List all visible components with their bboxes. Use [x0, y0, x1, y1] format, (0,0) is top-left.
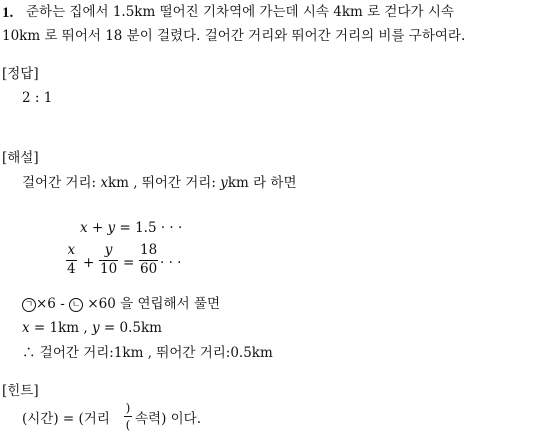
problem-text-line2: 10km 로 뛰어서 18 분이 걸렸다. 걸어간 거리와 뛰어간 거리의 비를 구하여라.: [2, 28, 466, 44]
hint-frac-top: ): [125, 401, 131, 415]
result-x: x: [22, 320, 30, 336]
intro-text-2: km , 뛰어간 거리:: [107, 175, 221, 191]
hint-right: 속력) 이다.: [135, 411, 202, 427]
hint-header: [힌트]: [2, 383, 39, 399]
solution-conclusion: ∴ 걸어간 거리:1km , 뛰어간 거리:0.5km: [22, 345, 273, 361]
result-text-2: = 0.5km: [99, 320, 162, 336]
solving-step: [22, 298, 220, 312]
frac3-den: 60: [140, 260, 158, 277]
intro-text-1: 걸어간 거리:: [22, 175, 101, 191]
fraction-18-over-60: [139, 244, 158, 276]
problem-number: 1.: [2, 5, 14, 21]
eq1-x: x: [80, 220, 88, 236]
eq2-dots: · · ·: [160, 255, 182, 271]
var-y: y: [220, 175, 228, 191]
step-text-2: ×60 을 연립해서 풀면: [83, 296, 220, 312]
result-text-1: = 1km ,: [29, 320, 92, 336]
eq2-plus: +: [83, 255, 95, 271]
hint-frac-bottom: (: [125, 418, 131, 432]
result-y: y: [91, 320, 100, 336]
frac2-den: 10: [100, 260, 118, 277]
solution-result: [22, 322, 162, 336]
var-x: x: [100, 175, 108, 191]
frac1-den: 4: [67, 260, 76, 277]
hint-left: (시간) = (거리: [22, 411, 110, 427]
circled-nieun-icon: ㄴ: [69, 298, 83, 312]
frac2-num: y: [104, 242, 113, 258]
solution-header: [해설]: [2, 150, 39, 166]
eq2-equals: =: [123, 255, 135, 271]
fraction-x-over-4: [66, 244, 77, 276]
equation-1: [80, 222, 182, 236]
circled-giyeok-icon: ㄱ: [22, 298, 36, 312]
fraction-y-over-10: [99, 244, 118, 276]
eq1-y: y: [107, 220, 116, 236]
hint-fraction: [124, 402, 132, 431]
solution-intro: [22, 177, 297, 191]
frac3-num: 18: [140, 242, 158, 258]
eq1-plus: +: [87, 220, 108, 236]
eq1-rest: = 1.5 · · ·: [115, 220, 183, 236]
answer-value: 2 : 1: [22, 90, 53, 106]
intro-text-3: km 라 하면: [227, 175, 297, 191]
problem-text-line1: 준하는 집에서 1.5km 떨어진 기차역에 가는데 시속 4km 로 걷다가 시속: [26, 4, 454, 20]
hint-frac-bar: [124, 416, 132, 417]
step-text-1: ×6 -: [36, 296, 70, 312]
frac1-num: x: [67, 242, 76, 258]
answer-header: [정답]: [2, 66, 39, 82]
